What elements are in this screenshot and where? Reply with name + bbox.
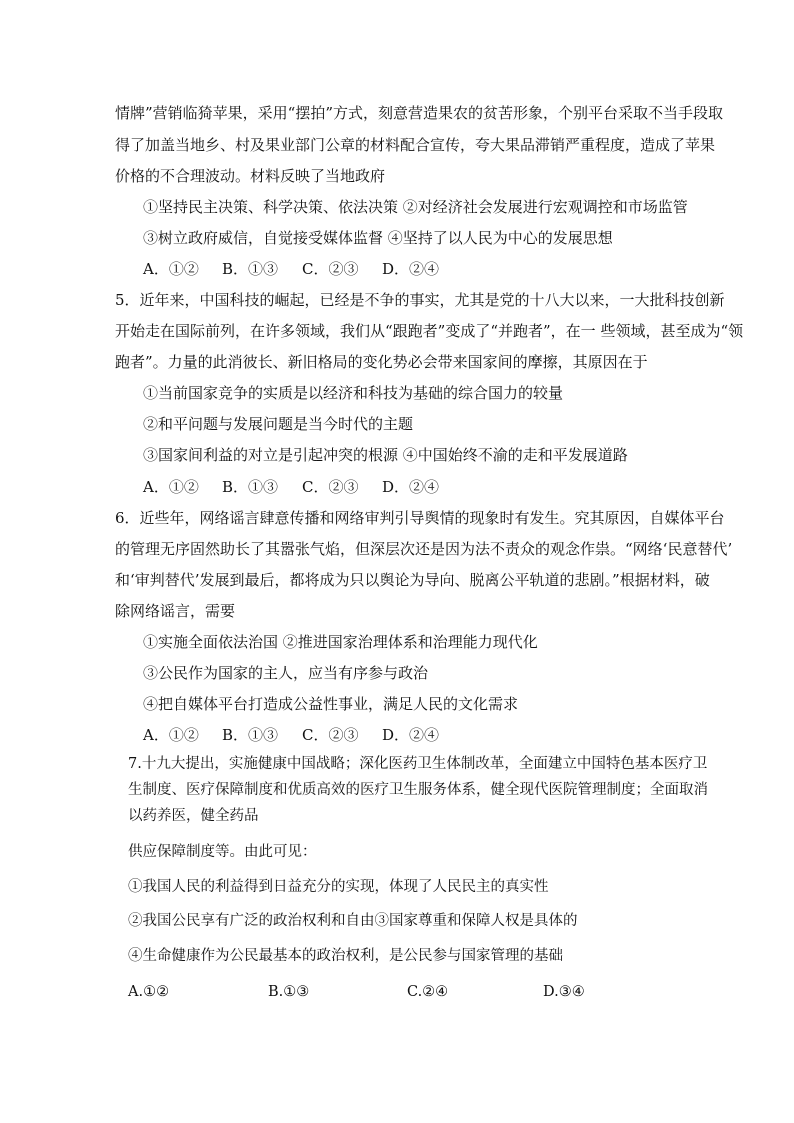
q5-option-d[interactable]: D．②④ bbox=[382, 478, 440, 496]
q7-option-c[interactable]: C.②④ bbox=[407, 984, 449, 1000]
q4-option-a[interactable]: A．①② bbox=[143, 260, 199, 278]
q6-stem-line: 的管理无序固然助长了其嚣张气焰，但深层次还是因为法不责众的观念作祟。“网络‘民意替代’ bbox=[115, 540, 733, 558]
q7-stem-line: 生制度、医疗保障制度和优质高效的医疗卫生服务体系，健全现代医院管理制度；全面取消 bbox=[128, 782, 708, 798]
q7-option-d[interactable]: D.③④ bbox=[543, 984, 585, 1000]
q6-option-a[interactable]: A．①② bbox=[143, 726, 199, 744]
q7-stem-line: 7.十九大提出，实施健康中国战略；深化医药卫生体制改革，全面建立中国特色基本医疗卫 bbox=[128, 756, 708, 772]
q5-statement: ③国家间利益的对立是引起冲突的根源 ④中国始终不渝的走和平发展道路 bbox=[143, 446, 628, 464]
q7-statement: ①我国人民的利益得到日益充分的实现，体现了人民民主的真实性 bbox=[128, 879, 549, 895]
q7-option-b[interactable]: B.①③ bbox=[268, 984, 310, 1000]
q7-option-a[interactable]: A.①② bbox=[128, 984, 170, 1000]
q6-option-d[interactable]: D．②④ bbox=[382, 726, 440, 744]
q5-option-b[interactable]: B．①③ bbox=[222, 478, 279, 496]
q6-statement: ④把自媒体平台打造成公益性事业，满足人民的文化需求 bbox=[143, 695, 519, 713]
q6-statement: ③公民作为国家的主人，应当有序参与政治 bbox=[143, 664, 429, 682]
q6-stem-line: 6．近些年，网络谣言肆意传播和网络审判引导舆情的现象时有发生。究其原因，自媒体平台 bbox=[115, 509, 725, 527]
q5-stem-line: 5．近年来，中国科技的崛起，已经是不争的事实，尤其是党的十八大以来，一大批科技创新 bbox=[115, 291, 725, 309]
q7-stem-line: 以药养医，健全药品 bbox=[128, 808, 259, 824]
q4-stem-line: 价格的不合理波动。材料反映了当地政府 bbox=[115, 167, 386, 185]
q7-stem-line: 供应保障制度等。由此可见： bbox=[128, 844, 317, 860]
q5-option-c[interactable]: C．②③ bbox=[302, 478, 359, 496]
q6-stem-line: 除网络谣言，需要 bbox=[115, 602, 236, 620]
q5-statement: ②和平问题与发展问题是当今时代的主题 bbox=[143, 415, 414, 433]
q7-statement: ②我国公民享有广泛的政治权利和自由③国家尊重和保障人权是具体的 bbox=[128, 913, 578, 929]
q4-option-c[interactable]: C．②③ bbox=[302, 260, 359, 278]
q4-option-d[interactable]: D．②④ bbox=[382, 260, 440, 278]
q6-stem-line: 和‘审判替代’发展到最后，都将成为只以舆论为导向、脱离公平轨道的悲剧。”根据材料，破 bbox=[115, 571, 710, 589]
q5-option-a[interactable]: A．①② bbox=[143, 478, 199, 496]
q5-stem-line: 开始走在国际前列，在许多领域，我们从“跟跑者”变成了“并跑者”，在一 些领域，甚至成为“领 bbox=[115, 322, 744, 340]
q6-option-b[interactable]: B．①③ bbox=[222, 726, 279, 744]
q6-statement: ①实施全面依法治国 ②推进国家治理体系和治理能力现代化 bbox=[143, 633, 538, 651]
q6-option-c[interactable]: C．②③ bbox=[302, 726, 359, 744]
q7-statement: ④生命健康作为公民最基本的政治权利，是公民参与国家管理的基础 bbox=[128, 948, 563, 964]
q5-statement: ①当前国家竞争的实质是以经济和科技为基础的综合国力的较量 bbox=[143, 384, 564, 402]
q4-stem-line: 情牌”营销临猗苹果，采用“摆拍”方式，刻意营造果农的贫苦形象，个别平台采取不当手段取 bbox=[115, 104, 724, 122]
q4-stem-line: 得了加盖当地乡、村及果业部门公章的材料配合宣传，夸大果品滞销严重程度，造成了苹果 bbox=[115, 136, 716, 154]
q4-option-b[interactable]: B．①③ bbox=[222, 260, 279, 278]
q4-statement: ③树立政府威信，自觉接受媒体监督 ④坚持了以人民为中心的发展思想 bbox=[143, 229, 613, 247]
q4-statement: ①坚持民主决策、科学决策、依法决策 ②对经济社会发展进行宏观调控和市场监管 bbox=[143, 198, 688, 216]
q5-stem-line: 跑者”。力量的此消彼长、新旧格局的变化势必会带来国家间的摩擦，其原因在于 bbox=[115, 353, 648, 371]
